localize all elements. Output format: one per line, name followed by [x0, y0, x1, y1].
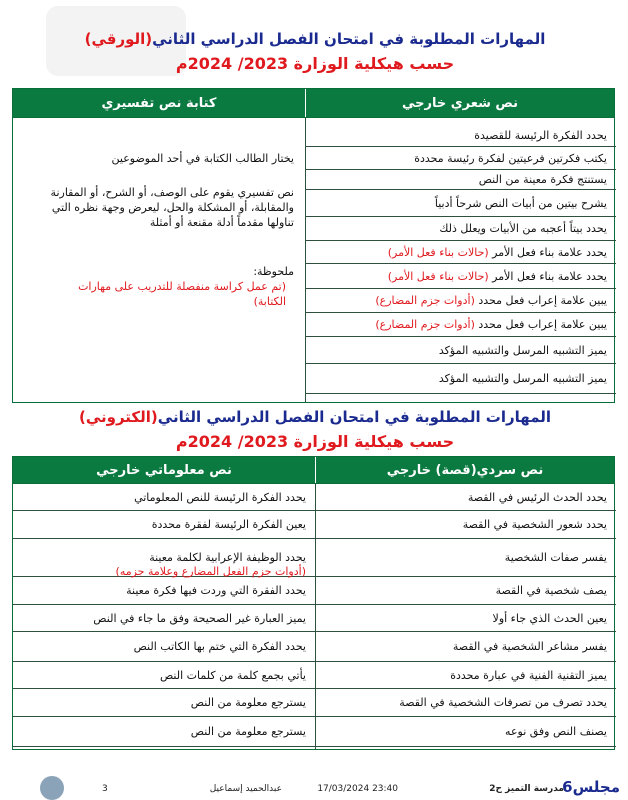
table-row	[305, 337, 616, 364]
table-cell: يميز التشبيه المرسل والتشبيه المؤكد	[438, 372, 607, 385]
table-row	[316, 511, 616, 539]
table-cell	[375, 294, 612, 308]
cell-red-note: (أدوات جزم المضارع)	[375, 318, 475, 331]
table-cell: يكتب فكرتين فرعيتين لفكرة رئيسة محددة	[414, 151, 607, 165]
table1-header-right: نص شعري خارجي	[305, 89, 614, 117]
table-cell: يحدد الحدث الرئيس في القصة	[467, 490, 607, 504]
table-row	[13, 539, 315, 577]
table-row	[305, 147, 616, 170]
table2-body	[12, 484, 615, 750]
table-cell	[388, 270, 612, 284]
section1-subtitle: حسب هيكلية الوزارة 2023/ 2024م	[175, 54, 455, 73]
note-line1: (تم عمل كراسة منفصلة للتدريب على مهارات	[78, 280, 286, 293]
cell-red-note: (أدوات جزم المضارع)	[375, 294, 475, 307]
table1-header	[12, 88, 615, 118]
table2-header	[12, 456, 615, 484]
cell-text: يحدد علامة بناء فعل الأمر	[488, 269, 607, 283]
table-cell: يصنف النص وفق نوعه	[505, 725, 607, 738]
writing-desc-line3: تناولها مقدماً أدلة مقنعة أو أمثلة	[149, 216, 294, 229]
section1-title-text: المهارات المطلوبة في امتحان الفصل الدراسي الثاني	[152, 30, 546, 48]
table-row	[13, 511, 315, 539]
table-cell: يستنتج فكرة معينة من النص	[478, 173, 607, 186]
table-row	[305, 190, 616, 217]
footer-logo: مجلس6	[562, 778, 620, 796]
cell-red-note: (حالات بناء فعل الأمر)	[387, 245, 489, 259]
note-line2: الكتابة)	[253, 295, 286, 308]
table-cell	[375, 318, 612, 332]
cell-red-note: (أدوات جزم الفعل المضارع وعلامة جزمه)	[115, 565, 306, 578]
table-cell: يحدد الفكرة التي ختم بها الكاتب النص	[133, 640, 306, 653]
table-row	[13, 717, 315, 747]
table-cell: يسترجع معلومة من النص	[190, 725, 306, 738]
table-row	[305, 364, 616, 394]
writing-desc-line1: نص تفسيري يقوم على الوصف، أو الشرح، أو المقارنة	[50, 186, 294, 199]
table2-right-column	[315, 484, 616, 749]
table2-left-column	[13, 484, 315, 749]
table-cell: يميز التشبيه المرسل والتشبيه المؤكد	[438, 343, 607, 357]
footer-author: عبدالحميد إسماعيل	[209, 784, 282, 794]
table-row	[13, 577, 315, 605]
footer	[0, 772, 628, 800]
table-cell: يحدد الفكرة الرئيسة للقصيدة	[474, 128, 607, 142]
section1-title-accent: (الورقي)	[84, 30, 153, 48]
footer-avatar	[40, 776, 64, 800]
table-row	[316, 632, 616, 662]
table-row	[13, 484, 315, 511]
note-label: ملحوظة:	[253, 265, 294, 278]
table-row	[305, 217, 616, 241]
table-cell: يحدد الفقرة التي وردت فيها فكرة معينة	[126, 584, 306, 597]
cell-text: يبين علامة إعراب فعل محدد	[474, 294, 607, 307]
table-cell: يحدد تصرف من تصرفات الشخصية في القصة	[399, 696, 607, 709]
table-cell: يعين الفكرة الرئيسة لفقرة محددة	[151, 518, 306, 531]
table1-header-left: كتابة نص تفسيري	[13, 89, 305, 117]
table-row	[316, 539, 616, 577]
table-row	[305, 170, 616, 190]
table-row	[316, 662, 616, 689]
table-cell: يصف شخصية في القصة	[495, 584, 607, 597]
table-row	[13, 662, 315, 689]
table-row	[316, 577, 616, 605]
table-cell: يحدد بيتاً أعجبه من الأبيات ويعلل ذلك	[439, 222, 607, 235]
footer-page-number: 3	[102, 784, 108, 794]
table-cell: يشرح بيتين من أبيات النص شرحاً أدبياً	[434, 196, 607, 210]
table-row	[316, 484, 616, 511]
table-cell: يميز العبارة غير الصحيحة وفق ما جاء في النص	[93, 611, 306, 625]
section2-title-text: المهارات المطلوبة في امتحان الفصل الدراسي الثاني	[157, 408, 552, 426]
cell-text: يحدد علامة بناء فعل الأمر	[488, 245, 607, 259]
writing-desc-line2: والمقابلة، أو المشكلة والحل، ليعرض وجهة نظره التي	[51, 201, 294, 214]
footer-datetime: 23:40 17/03/2024	[317, 784, 398, 794]
table-cell: يحدد الفكرة الرئيسة للنص المعلوماتي	[134, 490, 306, 504]
cell-text: يبين علامة إعراب فعل محدد	[474, 318, 607, 331]
table2-header-left: نص معلوماتي خارجي	[13, 457, 315, 483]
table-cell: يفسر مشاعر الشخصية في القصة	[452, 640, 607, 653]
cell-red-note: (حالات بناء فعل الأمر)	[387, 269, 489, 283]
table-row	[305, 289, 616, 313]
table-row	[316, 717, 616, 747]
table-cell: يأتي بجمع كلمة من كلمات النص	[159, 668, 306, 682]
section2-subtitle: حسب هيكلية الوزارة 2023/ 2024م	[175, 432, 455, 451]
table-cell	[116, 551, 311, 579]
table-row	[305, 264, 616, 289]
section2-title-accent: (الكتروني)	[78, 408, 158, 426]
table-cell: يحدد شعور الشخصية في القصة	[462, 518, 607, 531]
table-row	[13, 605, 315, 632]
table-row	[305, 124, 616, 147]
table-cell: يعين الحدث الذي جاء أولا	[492, 611, 607, 625]
table-row	[13, 689, 315, 717]
table-cell: يسترجع معلومة من النص	[190, 696, 306, 709]
section2-title	[20, 408, 610, 426]
table-row	[305, 313, 616, 337]
table-cell: يميز التقنية الفنية في عبارة محددة	[450, 668, 607, 682]
writing-instruction: يختار الطالب الكتابة في أحد الموضوعين	[111, 152, 294, 165]
table-row	[316, 605, 616, 632]
table-cell: يفسر صفات الشخصية	[504, 551, 607, 564]
footer-school: مدرسة التميز ح2	[489, 784, 564, 794]
table-row	[13, 632, 315, 662]
table2-header-right: نص سردي(قصة) خارجي	[315, 457, 614, 483]
cell-text: يحدد الوظيفة الإعرابية لكلمة معينة	[149, 551, 306, 564]
section1-title	[20, 30, 610, 48]
table1-body	[12, 118, 615, 403]
table-cell	[388, 246, 612, 260]
table-row	[305, 241, 616, 264]
table-row	[316, 689, 616, 717]
